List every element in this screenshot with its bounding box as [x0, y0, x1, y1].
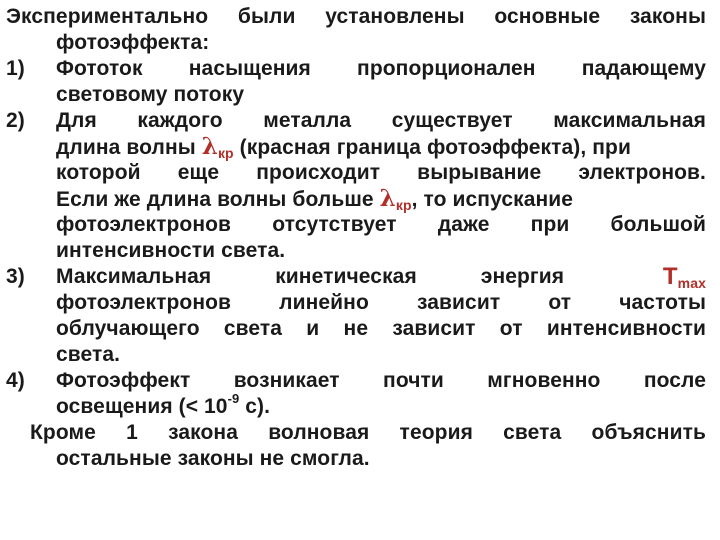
law-2-text-2b: (красная граница фотоэффекта), при	[239, 136, 631, 159]
law-4-number	[6, 368, 25, 394]
exponent: -9	[227, 391, 240, 406]
law-3-line-1	[56, 264, 706, 290]
t-max-symbol	[663, 264, 706, 292]
law-2-line-5	[56, 212, 706, 238]
law-2-text-1: Для каждого металла существует максимальная	[56, 109, 706, 132]
law-1-number	[6, 56, 25, 82]
law-3-line-4	[56, 342, 120, 368]
law-3-text-3: облучающего света и не зависит от интенсивности	[56, 317, 706, 340]
law-1-line-1	[56, 56, 706, 82]
outro-line-1	[30, 420, 706, 446]
law-3-text-2: фотоэлектронов линейно зависит от частоты	[56, 291, 706, 314]
law-2-text-4b: , то испускание	[411, 188, 574, 211]
law-2-text-3: которой еще происходит вырывание электронов.	[56, 161, 706, 184]
law-number: 3)	[6, 265, 25, 288]
law-2-line-4	[56, 186, 706, 214]
law-2-text-6: интенсивности света.	[56, 239, 286, 262]
law-2-number	[6, 108, 25, 134]
law-3-number	[6, 264, 25, 290]
outro-line-2	[56, 446, 370, 472]
law-4-line-2	[56, 391, 271, 420]
outro-text-1: Кроме 1 закона волновая теория света объяснить	[30, 421, 706, 444]
law-3-line-2	[56, 290, 706, 316]
intro-line-1	[6, 4, 706, 30]
law-number: 4)	[6, 369, 25, 392]
intro-text-2: фотоэффекта:	[56, 31, 210, 54]
t-symbol: T	[662, 263, 678, 290]
law-1-text-1: Фототок насыщения пропорционален падающему	[56, 57, 706, 80]
law-1-text-2: световому потоку	[56, 83, 245, 106]
law-4-text-2b: с).	[239, 395, 271, 418]
law-2-line-6	[56, 238, 285, 264]
intro-text-1: Экспериментально были установлены основные законы	[6, 5, 706, 28]
lambda-symbol: λ	[379, 185, 396, 212]
law-3-text-1: Максимальная кинетическая энергия	[56, 265, 565, 288]
outro-text-2: остальные законы не смогла.	[56, 447, 370, 470]
law-2-text-5: фотоэлектронов отсутствует даже при большой	[56, 213, 706, 236]
law-number: 2)	[6, 109, 25, 132]
law-4-text-1: Фотоэффект возникает почти мгновенно после	[56, 369, 706, 392]
law-2-text-2a: длина волны	[56, 136, 196, 159]
law-1-line-2	[56, 82, 244, 108]
lambda-subscript: кр	[217, 145, 234, 161]
law-2-text-4a: Если же длина волны больше	[56, 188, 374, 211]
law-number: 1)	[6, 57, 25, 80]
t-subscript: max	[677, 275, 706, 291]
law-3-text-4: света.	[56, 343, 121, 366]
law-4-text-2a: освещения (< 10	[56, 395, 228, 418]
intro-line-2	[56, 30, 209, 56]
lambda-subscript: кр	[395, 197, 412, 213]
law-3-line-3	[56, 316, 706, 342]
law-2-line-1	[56, 108, 706, 134]
law-2-line-3	[56, 160, 706, 186]
law-4-line-1	[56, 368, 706, 394]
lambda-symbol: λ	[201, 133, 218, 160]
law-2-line-2	[56, 134, 706, 162]
